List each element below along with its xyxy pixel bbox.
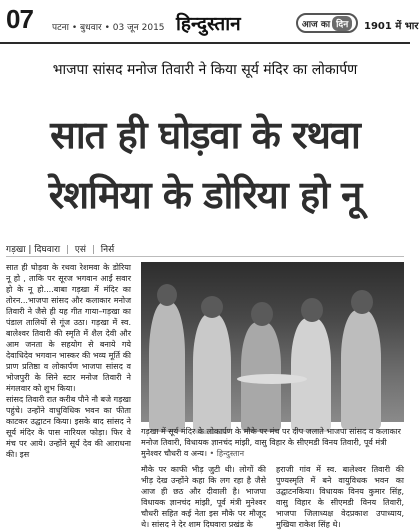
page-number: 07	[6, 4, 33, 34]
today-badge	[296, 13, 358, 33]
byline	[6, 242, 114, 255]
article-column-3: हराजी गांव में स्व. बालेश्वर तिवारी की पुण्यस्मृति में बने वायुविधक भवन का उद्घाटनकिया। विधायक विनय कुमार सिंह, वासु विहार के सीएमडी विनय तिवारी, भाजपा जिलाध्यक्ष वेदप्रकाश उपाध्याय, मुखिया राकेश सिंह थे।	[276, 465, 404, 529]
article-column-1	[6, 262, 131, 460]
day: बुधवार	[80, 23, 102, 33]
badge-left: आज का	[301, 19, 331, 30]
masthead	[0, 0, 419, 44]
headline-line-1: सात ही घोड़वा के रथवा	[50, 113, 360, 157]
byline-place: गड़खा | दिघवारा	[6, 245, 61, 255]
photo-figure	[193, 314, 231, 434]
byline-separator: |	[65, 245, 70, 255]
caption-text: गड़खा में सूर्य मंदिर के लोकार्पण के मौके पर मंच पर दीप जलाते भाजपा सांसद व कलाकार मनोज तिवारी, विधायक ज्ञानचंद मांझी, वासु विहार के सीएमडी विनय तिवारी, पूर्व मंत्री मुनेश्वर चौधरी व अन्य।	[141, 427, 401, 458]
divider	[6, 256, 404, 257]
paper-name: हिन्दुस्तान	[176, 13, 241, 35]
headline-line-2: रेशमिया के डोरिया हो नू	[48, 173, 362, 217]
paragraph: सांसद तिवारी रात करीब पौने नौ बजे गड़खा पहुंचे। उन्होंने वाधुविधिक भवन का फीता काटकर उद्घाटन किया। इसके बाद सांसद ने सूर्य मंदिर के पास नारियल फोड़ा। फिर वे मंच पर आये। उन्होंने सूर्य देव की आराधना की। इस	[6, 395, 131, 459]
photo-figure-head	[251, 302, 273, 326]
photo-figure	[341, 310, 381, 430]
photo-figure-head	[301, 298, 323, 322]
date: 03 जून 2015	[112, 23, 165, 33]
paragraph: सात ही घोड़वा के रथवा रेशमवा के डोरिया नू हो , ताकि पर सूरज भगवान आईं सवार हो के नू हो....बाबा गड़खा में मंदिर का तोरन...भाजपा सांसद और कलाकार मनोज तिवारी ने जैसे ही यह गीत गाया–गड़खा का पंडाल तालियों से गूंज उठा। गड़खा में स्व. बालेश्वर तिवारी की स्मृति में शैल देवी और आम जनता के सहयोग से बनाये गये देवाधिदेव भगवान भास्कर की भव्य मूर्ति की प्राण प्रतिष्ठा व लोकार्पण भाजपा सांसद व भोजपुरी के सिने स्टार मनोज तिवारी ने मंगलवार को शुभ किया।	[6, 263, 131, 393]
edition-meta: पटना • बुधवार • 03 जून 2015	[52, 23, 165, 33]
lamp-tray	[237, 374, 307, 384]
city: पटना	[52, 23, 69, 33]
photo-figure-head	[201, 296, 223, 318]
photo-figure-head	[351, 290, 373, 314]
kicker: भाजपा सांसद मनोज तिवारी ने किया सूर्य मंदिर का लोकार्पण	[52, 62, 358, 78]
year-text: 1901 में भार	[364, 21, 419, 32]
photo-figure	[149, 302, 185, 432]
news-photo	[141, 262, 404, 422]
article-column-2: मौके पर काफी भीड़ जुटी थी। लोगों की भीड़ देख उन्होंने कहा कि लग रहा है जैसे आज ही छठ और दीवाली है। भाजपा विधायक ज्ञानचंद मांझी, पूर्व मंत्री मुनेश्वर चौधरी सहित कई नेता इस मौके पर मौजूद थे। सांसद ने देर शाम दिघवारा प्रखंड के	[141, 465, 266, 529]
byline-agency: एसं	[74, 245, 86, 255]
byline-separator: |	[91, 245, 95, 255]
photo-credit: • हिन्दुस्तान	[209, 449, 245, 458]
badge-right: दिन	[332, 16, 352, 31]
photo-caption	[141, 426, 404, 459]
byline-desk: निर्स	[100, 245, 115, 255]
photo-figure-head	[157, 284, 177, 306]
